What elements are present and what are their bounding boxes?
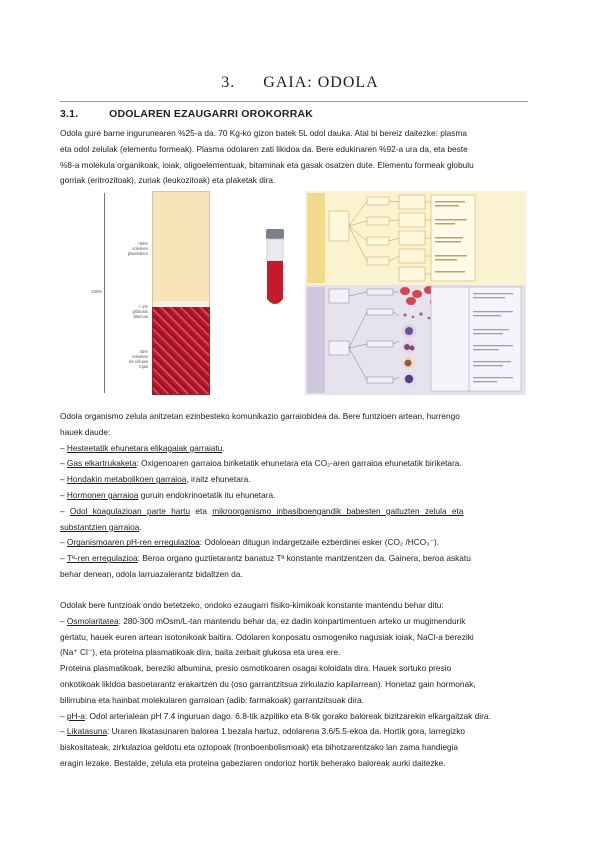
plasma-volume-label: ~55% volumen plasmático xyxy=(127,241,148,256)
text-line: hauek daude: xyxy=(60,426,111,437)
text-line: eta odol zelulak (elementu formeak). Plasma odolaren zati likidoa da. Bere edukinaren %92-a ura da, eta beste xyxy=(60,143,468,154)
function-item: – Hondakin metabolikoen garraioa, iraitz ehunetara. xyxy=(60,474,251,485)
tube-cap xyxy=(266,229,284,239)
viscosity-item: – Likatasuna: Uraren likatasunaren balorea 1 bezala hartuz, odolarena 3.6/5.5-ekoa da. Hortik gora, larregizko xyxy=(60,726,465,737)
function-item: – Odol koagulazioan parte hartu eta mikroorganismo inbasiboengandik babesten gaituzten zelula eta xyxy=(60,505,464,516)
text-line: gertatu, hauek euren artean isotonikoak baitira. Odolaren konposatu osmogeniko nagusiak ioiak, NaCl-a bereziki xyxy=(60,631,474,642)
function-item-continued: substantzien garraioa. xyxy=(60,521,142,532)
text-line: biskositateak, zirkulazioa geldotu eta oztopoak (tronboenbolismoak) eta bihotzarentzako lan zama handiegia xyxy=(60,742,459,753)
function-item: – Hesteetatik ehunetara elikagaiak garraiatu. xyxy=(60,442,225,453)
tube-blood xyxy=(267,261,283,304)
total-bracket xyxy=(104,193,105,393)
text-line: gorriak (eritrozitoak), zuriak (leukozitoak) eta plaketak dira. xyxy=(60,175,276,186)
tube-glass xyxy=(267,239,283,261)
red-cells-layer xyxy=(152,307,210,395)
chapter-title xyxy=(0,74,600,92)
title-divider xyxy=(60,101,528,102)
text-line: Odolak bere funtzioak ondo betetzeko, ondoko ezaugarri fisiko-kimikoak konstante mantendu behar ditu: xyxy=(60,600,444,610)
text-line: onkotikoak likidoa basoetarantz erakartzen du (oso garrantzitsua zirkulazio kapilarrean). Honetaz gain hormonak, xyxy=(60,678,476,689)
blood-components-diagram xyxy=(305,191,526,395)
centrifuged-tube xyxy=(152,191,210,395)
chapter-number: 3. xyxy=(221,74,236,91)
functions-paragraph xyxy=(60,409,527,583)
total-volume-label: 100% xyxy=(91,289,102,294)
text-line: %8-a molekula organikoak, ioiak, oligoelementuak, bitaminak eta gasak osatzen dute. Elementu formeak globulu xyxy=(60,159,474,170)
blood-sample-tube xyxy=(260,229,290,309)
chapter-name: GAIA: ODOLA xyxy=(263,74,379,91)
function-item: – Hormonen garraioa guruin endokrinoetatik itu ehunetara. xyxy=(60,489,276,500)
red-cells-volume-label: 45% volumen de células rojas xyxy=(129,349,148,369)
section-heading xyxy=(60,108,313,120)
intro-paragraph xyxy=(60,126,527,189)
text-line: eragin lezake. Bestalde, zelula eta proteina gabeziaren ondorioz hortik beherako baloreak aurki daitezke. xyxy=(60,757,446,768)
properties-paragraph xyxy=(60,598,527,772)
function-item-continued: behar denean, odola larruazalerantz bidaltzen da. xyxy=(60,568,243,579)
blood-composition-figure xyxy=(60,189,527,401)
osmolarity-item: – Osmolaritatea: 280-300 mOsm/L-tan mantendu behar da, ez dadin konpartimentuen arteko ur mugimendurik xyxy=(60,615,466,626)
text-line: Proteina plasmatikoak, bereziki albumina, presio osmotikoaren osagai koloidala dira. Hauek sortuko presio xyxy=(60,663,452,674)
section-number: 3.1. xyxy=(60,108,79,120)
function-item: – Tª-ren erregulazioa: Beroa organo guztietarantz banatuz Tª konstante mantzentzen da. Gainera, beroa askatu xyxy=(60,553,471,564)
ph-item: – pH-a: Odol arterialean pH 7.4 inguruan dago. 6.8-tik azpitiko eta 8-tik gorako baloreak bizitzarekin elkargaitzak dira. xyxy=(60,710,491,721)
text-line: Odola organismo zelula anitzetan ezinbesteko komunikazio garraiobidea da. Bere funtzioen artean, hurrengo xyxy=(60,411,460,421)
function-item: – Organismoaren pH-ren erregulazioa: Odoloean ditugun indargetzaile ezberdinei esker (CO₂ /HCO₃⁻). xyxy=(60,537,440,548)
text-line: (Na⁺ Cl⁻), eta proteina plasmatikoak dira, baita zerbait glukosa eta urea ere. xyxy=(60,647,341,658)
section-title: ODOLAREN EZAUGARRI OROKORRAK xyxy=(109,108,314,120)
buffy-coat-label: < 1% glóbulos blancos xyxy=(132,304,148,319)
plasma-layer xyxy=(152,191,210,301)
plasma-side-bar xyxy=(307,193,325,283)
cells-side-bar xyxy=(307,287,325,393)
text-line: Odola gure barne ingurunearen %25-a da. 70 Kg-ko gizon batek 5L odol dauka. Atal bi bereiz daitezke: plasma xyxy=(60,128,467,138)
text-line: bilirrubina eta hainbat molekularen garraioan (adib: farmakoak) garrantzitsuak dira. xyxy=(60,694,364,705)
function-item: – Gas elkartrukaketa: Oxigenoaren garraioa biriketatik ehunetara eta CO₂-aren garraioa ehunetatik biriketara. xyxy=(60,458,462,469)
